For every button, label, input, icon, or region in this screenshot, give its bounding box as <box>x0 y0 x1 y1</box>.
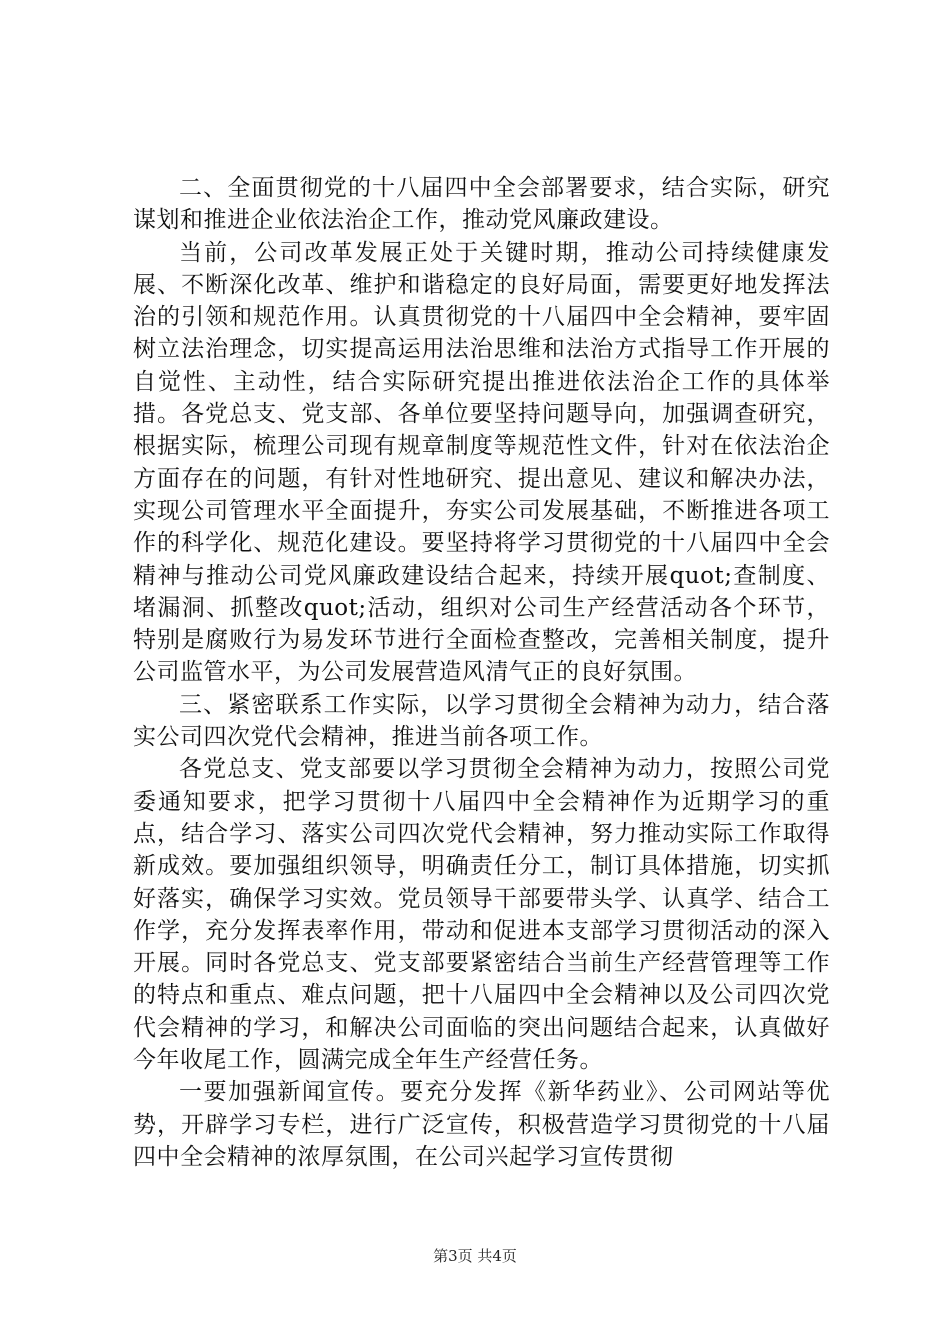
page-footer: 第3页 共4页 <box>433 1247 517 1265</box>
paragraph-news-publicity: 一要加强新闻宣传。要充分发挥《新华药业》、公司网站等优势，开辟学习专栏，进行广泛宣传，积极营造学习贯彻党的十八届四中全会精神的浓厚氛围，在公司兴起学习宣传贯彻 <box>133 1079 830 1170</box>
paragraph-rule-of-law: 当前，公司改革发展正处于关键时期，推动公司持续健康发展、不断深化改革、维护和谐稳定的良好局面，需要更好地发挥法治的引领和规范作用。认真贯彻党的十八届四中全会精神，要牢固树立法治理念，切实提高运用法治思维和法治方式指导工作开展的自觉性、主动性，结合实际研究提出推进依法治企工作的具体举措。各党总支、党支部、各单位要坚持问题导向，加强调查研究，根据实际，梳理公司现有规章制度等规范性文件，针对在依法治企方面存在的问题，有针对性地研究、提出意见、建议和解决办法，实现公司管理水平全面提升，夯实公司发展基础，不断推进各项工作的科学化、规范化建设。要坚持将学习贯彻党的十八届四中全会精神与推动公司党风廉政建设结合起来，持续开展quot;查制度、堵漏洞、抓整改quot;活动，组织对公司生产经营活动各个环节，特别是腐败行为易发环节进行全面检查整改，完善相关制度，提升公司监管水平，为公司发展营造风清气正的良好氛围。 <box>133 239 830 686</box>
paragraph-study-implementation: 各党总支、党支部要以学习贯彻全会精神为动力，按照公司党委通知要求，把学习贯彻十八届四中全会精神作为近期学习的重点，结合学习、落实公司四次党代会精神，努力推动实际工作取得新成效。要加强组织领导，明确责任分工，制订具体措施，切实抓好落实，确保学习实效。党员领导干部要带头学、认真学、结合工作学，充分发挥表率作用，带动和促进本支部学习贯彻活动的深入开展。同时各党总支、党支部要紧密结合当前生产经营管理等工作的特点和重点、难点问题，把十八届四中全会精神以及公司四次党代会精神的学习，和解决公司面临的突出问题结合起来，认真做好今年收尾工作，圆满完成全年生产经营任务。 <box>133 756 830 1074</box>
document-body <box>133 172 830 1173</box>
paragraph-section-two-heading: 二、全面贯彻党的十八届四中全会部署要求，结合实际，研究谋划和推进企业依法治企工作，推动党风廉政建设。 <box>133 175 830 234</box>
paragraph-section-three-heading: 三、紧密联系工作实际，以学习贯彻全会精神为动力，结合落实公司四次党代会精神，推进当前各项工作。 <box>133 691 830 751</box>
